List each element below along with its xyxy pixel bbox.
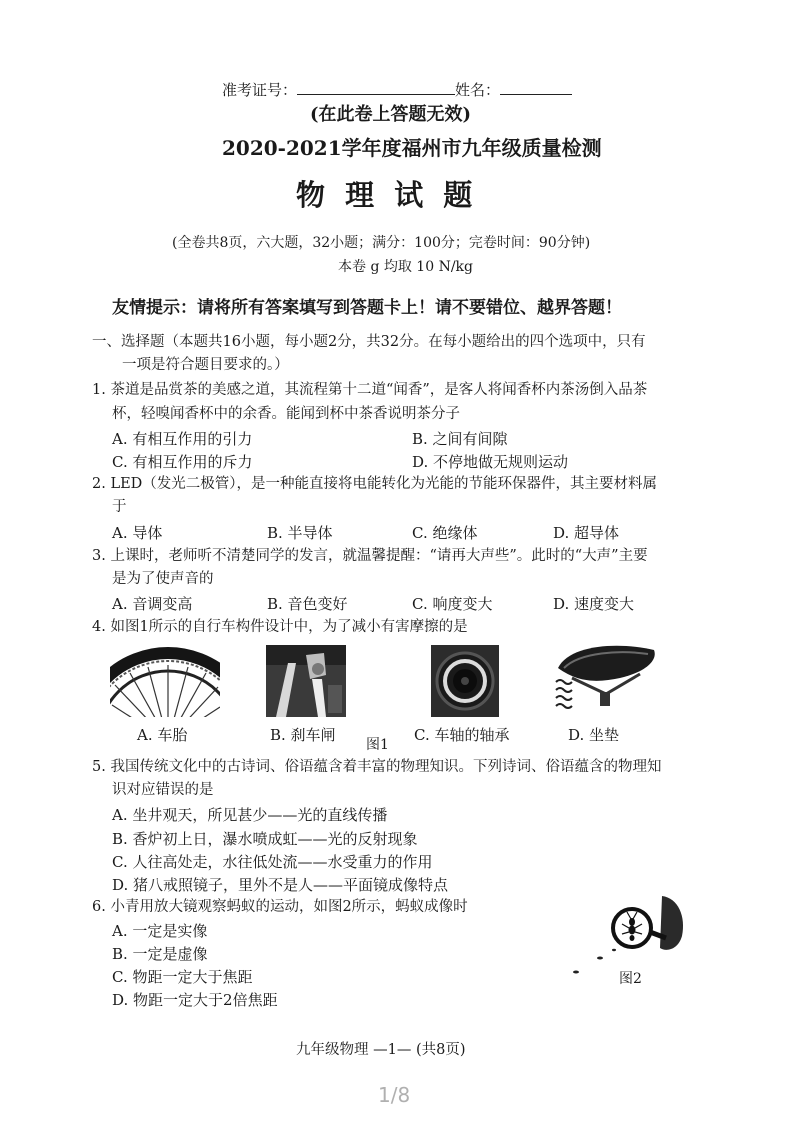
q5-option-d: D. 猪八戒照镜子，里外不是人——平面镜成像特点 bbox=[112, 876, 449, 894]
figure1-saddle-image bbox=[550, 638, 660, 720]
name-blank bbox=[500, 80, 572, 95]
q1-option-a: A. 有相互作用的引力 bbox=[112, 430, 253, 448]
exam-info-line: (全卷共8页，六大题，32小题；满分：100分；完卷时间：90分钟) bbox=[172, 235, 591, 251]
q3-option-d: D. 速度变大 bbox=[553, 595, 635, 613]
saddle-icon bbox=[550, 638, 660, 720]
q6-option-b: B. 一定是虚像 bbox=[112, 945, 208, 963]
q4-option-c: C. 车轴的轴承 bbox=[414, 726, 510, 744]
q1-option-b: B. 之间有间隙 bbox=[412, 430, 508, 448]
g-note: 本卷 g 均取 10 N/kg bbox=[338, 259, 473, 275]
tire-icon bbox=[110, 645, 220, 717]
q5-stem-line1: 5. 我国传统文化中的古诗词、俗语蕴含着丰富的物理知识。下列诗词、俗语蕴含的物理知 bbox=[92, 759, 662, 775]
exam-title: 2020-2021学年度福州市九年级质量检测 bbox=[222, 136, 602, 160]
q2-option-c: C. 绝缘体 bbox=[412, 524, 478, 542]
friendly-tip: 友情提示：请将所有答案填写到答题卡上！请不要错位、越界答题！ bbox=[112, 298, 622, 318]
figure2-label: 图2 bbox=[619, 971, 642, 987]
q4-option-d: D. 坐垫 bbox=[568, 726, 620, 744]
q3-option-b: B. 音色变好 bbox=[267, 595, 348, 613]
page-indicator: 1/8 bbox=[378, 1083, 411, 1107]
q5-option-a: A. 坐井观天，所见甚少——光的直线传播 bbox=[112, 806, 388, 824]
exam-number-label: 准考证号： bbox=[222, 81, 298, 99]
bearing-icon bbox=[431, 645, 499, 717]
q4-stem-line1: 4. 如图1所示的自行车构件设计中，为了减小有害摩擦的是 bbox=[92, 619, 468, 635]
exam-number-row bbox=[222, 80, 572, 100]
name-label: 姓名： bbox=[455, 81, 501, 99]
figure1-tire-image bbox=[110, 645, 220, 717]
section1-heading-line1: 一、选择题（本题共16小题，每小题2分，共32分。在每小题给出的四个选项中，只有 bbox=[92, 334, 646, 350]
subject-title: 物 理 试 题 bbox=[296, 178, 478, 212]
q5-option-c: C. 人往高处走，水往低处流——水受重力的作用 bbox=[112, 853, 433, 871]
q2-stem-line1: 2. LED（发光二极管），是一种能直接将电能转化为光能的节能环保器件，其主要材料属 bbox=[92, 476, 658, 492]
page-footer: 九年级物理 —1— (共8页) bbox=[296, 1042, 466, 1058]
q2-stem-line2: 于 bbox=[112, 499, 127, 515]
q3-option-a: A. 音调变高 bbox=[112, 595, 193, 613]
q3-stem-line1: 3. 上课时，老师听不清楚同学的发言，就温馨提醒：“请再大声些”。此时的“大声”主要 bbox=[92, 548, 648, 564]
figure1-bearing-image bbox=[431, 645, 499, 717]
q6-stem-line1: 6. 小青用放大镜观察蚂蚁的运动，如图2所示，蚂蚁成像时 bbox=[92, 899, 468, 915]
q1-stem-line2: 杯，轻嗅闻香杯中的余香。能闻到杯中茶香说明茶分子 bbox=[112, 406, 460, 422]
q1-option-d: D. 不停地做无规则运动 bbox=[412, 453, 569, 471]
q6-option-a: A. 一定是实像 bbox=[112, 922, 208, 940]
q1-stem-line1: 1. 茶道是品赏茶的美感之道，其流程第十二道“闻香”，是客人将闻香杯内茶汤倒入品茶 bbox=[92, 382, 648, 398]
figure1-label: 图1 bbox=[366, 737, 389, 753]
figure1-brake-image bbox=[266, 645, 346, 717]
q4-option-a: A. 车胎 bbox=[137, 726, 188, 744]
q3-option-c: C. 响度变大 bbox=[412, 595, 493, 613]
q3-stem-line2: 是为了使声音的 bbox=[112, 571, 214, 587]
exam-number-blank bbox=[297, 80, 455, 95]
q2-option-b: B. 半导体 bbox=[267, 524, 333, 542]
invalid-note: (在此卷上答题无效) bbox=[310, 104, 472, 125]
q1-option-c: C. 有相互作用的斥力 bbox=[112, 453, 253, 471]
section1-heading-line2: 一项是符合题目要求的。） bbox=[122, 357, 289, 373]
q6-option-c: C. 物距一定大于焦距 bbox=[112, 968, 253, 986]
q5-stem-line2: 识对应错误的是 bbox=[112, 782, 214, 798]
q4-option-b: B. 刹车闸 bbox=[270, 726, 336, 744]
q2-option-d: D. 超导体 bbox=[553, 524, 620, 542]
q2-option-a: A. 导体 bbox=[112, 524, 163, 542]
brake-icon bbox=[266, 645, 346, 717]
q5-option-b: B. 香炉初上日，瀑水喷成虹——光的反射现象 bbox=[112, 830, 418, 848]
q6-option-d: D. 物距一定大于2倍焦距 bbox=[112, 991, 278, 1009]
